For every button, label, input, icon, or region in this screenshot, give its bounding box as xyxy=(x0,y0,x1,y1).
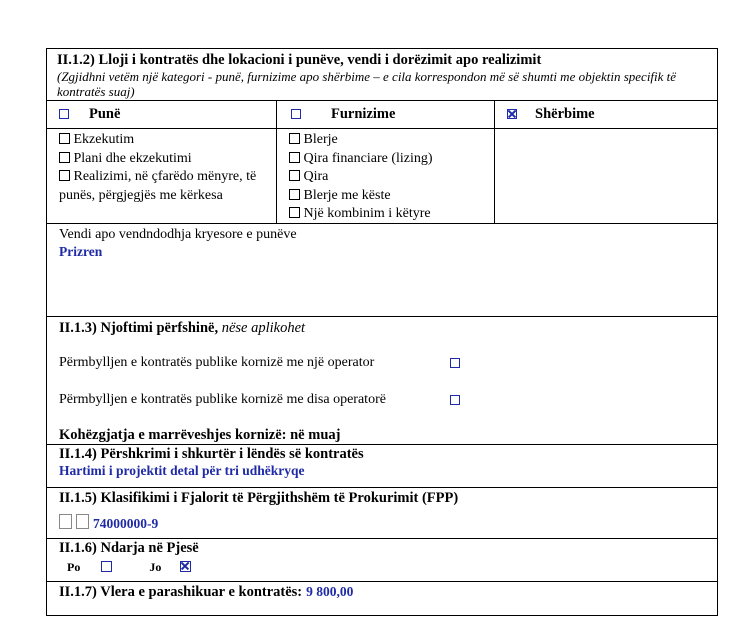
location-block xyxy=(47,223,717,316)
location-label: Vendi apo vendndodhja kryesore e punëve xyxy=(59,227,297,242)
checkbox[interactable] xyxy=(289,189,300,200)
duration-label: Kohëzgjatja e marrëveshjes kornizë: në muaj xyxy=(59,427,341,443)
category-label: Furnizime xyxy=(331,106,396,122)
checkbox[interactable] xyxy=(289,152,300,163)
section-title: II.1.4) Përshkrimi i shkurtër i lëndës së kontratës xyxy=(59,446,364,462)
section-title: II.1.3) Njoftimi përfshinë, nëse aplikohet xyxy=(59,320,306,336)
option-qira[interactable]: Qira xyxy=(289,168,490,187)
location-value[interactable]: Prizren xyxy=(59,244,103,259)
cpv-code-row xyxy=(59,514,717,533)
section-note: (Zgjidhni vetëm një kategori - punë, furnizime apo shërbime – e cila korrespondon më së shumti me objektin specifik të kontratës suaj) xyxy=(57,69,677,99)
option-realizimi[interactable]: Realizimi, në çfarëdo mënyre, të punës, përgjegjës me kërkesa xyxy=(59,169,257,203)
option-plani[interactable]: Plani dhe ekzekutimi xyxy=(59,150,272,169)
contract-form xyxy=(46,48,718,616)
checkbox-pune[interactable] xyxy=(59,109,69,119)
option-kombinim[interactable]: Një kombinim i këtyre xyxy=(289,205,490,224)
estimated-value[interactable]: 9 800,00 xyxy=(306,584,354,599)
jo-label: Jo xyxy=(149,560,162,574)
checkbox-sherbime[interactable] xyxy=(507,109,517,119)
section-ii-1-3 xyxy=(46,316,718,444)
po-label: Po xyxy=(67,560,81,574)
checkbox-multiple-operators[interactable] xyxy=(450,395,460,405)
cpv-code[interactable]: 74000000-9 xyxy=(93,516,159,531)
category-furnizime[interactable] xyxy=(277,101,495,128)
lots-options xyxy=(59,560,717,575)
checkbox[interactable] xyxy=(59,133,70,144)
section-title: II.1.2) Lloji i kontratës dhe lokacioni i punëve, vendi i dorëzimit apo realizimit xyxy=(57,52,542,68)
sherbime-options xyxy=(495,129,717,224)
section-title: II.1.6) Ndarja në Pjesë xyxy=(59,540,199,556)
category-sherbime[interactable] xyxy=(495,101,717,128)
section-title: II.1.5) Klasifikimi i Fjalorit të Përgjithshëm të Prokurimit (FPP) xyxy=(59,490,459,506)
option-blerje-me-keste[interactable]: Blerje me këste xyxy=(289,187,490,206)
category-pune[interactable] xyxy=(47,101,277,128)
framework-single-operator: Përmbylljen e kontratës publike kornizë me një operator xyxy=(59,355,375,370)
pune-options xyxy=(47,129,277,224)
category-label: Shërbime xyxy=(535,106,595,122)
checkbox[interactable] xyxy=(289,133,300,144)
option-blerje[interactable]: Blerje xyxy=(289,131,490,150)
category-label: Punë xyxy=(89,106,121,122)
section-ii-1-6 xyxy=(46,538,718,581)
section-ii-1-4 xyxy=(46,444,718,487)
section-ii-1-7 xyxy=(46,581,718,616)
section-ii-1-2 xyxy=(46,48,718,316)
checkbox-furnizime[interactable] xyxy=(291,109,301,119)
cpv-box[interactable] xyxy=(76,514,89,529)
section-ii-1-5 xyxy=(46,487,718,538)
option-qira-financiare[interactable]: Qira financiare (lizing) xyxy=(289,150,490,169)
checkbox-jo[interactable] xyxy=(180,561,191,572)
checkbox[interactable] xyxy=(59,170,70,181)
framework-multiple-operators: Përmbylljen e kontratës publike kornizë me disa operatorë xyxy=(59,392,386,407)
checkbox[interactable] xyxy=(59,152,70,163)
cpv-box[interactable] xyxy=(59,514,72,529)
option-ekzekutim[interactable]: Ekzekutim xyxy=(59,131,272,150)
checkbox[interactable] xyxy=(289,207,300,218)
furnizime-options xyxy=(277,129,495,224)
section-title: II.1.7) Vlera e parashikuar e kontratës: xyxy=(59,584,303,600)
checkbox[interactable] xyxy=(289,170,300,181)
short-description-value[interactable]: Hartimi i projektit detal për tri udhëkryqe xyxy=(59,463,305,478)
checkbox-single-operator[interactable] xyxy=(450,358,460,368)
checkbox-po[interactable] xyxy=(101,561,112,572)
